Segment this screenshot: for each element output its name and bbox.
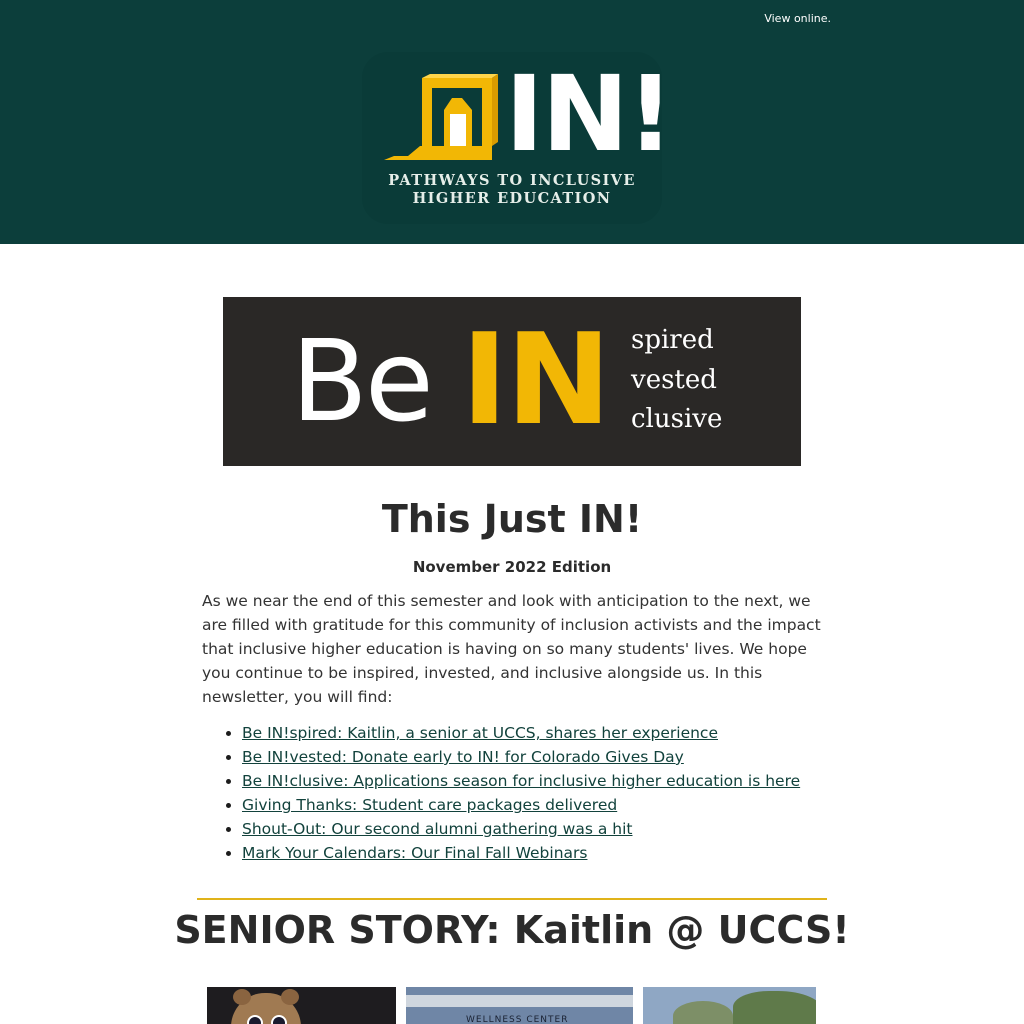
photo-mascot[interactable] — [207, 987, 396, 1024]
building-sign: WELLNESS CENTER — [466, 1015, 569, 1024]
section-divider — [197, 898, 827, 900]
banner-be-text: Be — [291, 317, 431, 447]
photo-wellness-center[interactable] — [406, 987, 633, 1024]
photo-campus[interactable] — [643, 987, 816, 1024]
link-be-inspired[interactable]: Be IN!spired: Kaitlin, a senior at UCCS, shares her experience — [242, 724, 718, 742]
banner-in-text: IN — [461, 306, 610, 453]
list-item — [242, 769, 864, 793]
list-item — [242, 841, 864, 865]
list-item — [242, 745, 864, 769]
banner-word-spired: spired — [631, 325, 714, 355]
newsletter-title: This Just IN! — [381, 497, 643, 541]
bear-mascot-icon — [231, 993, 301, 1024]
contents-list — [202, 721, 864, 865]
link-shout-out[interactable]: Shout-Out: Our second alumni gathering was a hit — [242, 820, 633, 838]
edition-label: November 2022 Edition — [412, 558, 612, 576]
view-online-link[interactable]: View online. — [764, 12, 831, 25]
be-in-banner — [223, 297, 801, 466]
tree-icon — [673, 1001, 733, 1024]
logo-tagline-line1: PATHWAYS TO INCLUSIVE — [388, 172, 636, 189]
logo-tagline — [362, 172, 662, 208]
link-be-inclusive[interactable]: Be IN!clusive: Applications season for inclusive higher education is here — [242, 772, 801, 790]
building-roof — [406, 995, 633, 1007]
logo-tagline-line2: HIGHER EDUCATION — [412, 190, 612, 207]
pillar-logo-icon — [380, 70, 506, 170]
header-bar — [0, 0, 1024, 244]
logo-wordmark: IN! — [505, 53, 673, 175]
banner-words — [631, 321, 722, 440]
link-be-invested[interactable]: Be IN!vested: Donate early to IN! for Colorado Gives Day — [242, 748, 684, 766]
banner-word-clusive: clusive — [631, 404, 723, 434]
link-calendars[interactable]: Mark Your Calendars: Our Final Fall Webinars — [242, 844, 588, 862]
list-item — [242, 817, 864, 841]
list-item — [242, 793, 864, 817]
list-item — [242, 721, 864, 745]
banner-word-vested: vested — [631, 364, 717, 395]
tree-icon — [733, 991, 816, 1024]
senior-story-title: SENIOR STORY: Kaitlin @ UCCS! — [174, 908, 850, 952]
intro-paragraph: As we near the end of this semester and look with anticipation to the next, we are filled with gratitude for this community of inclusion activists and the impact that inclusive higher education is having on so many students' lives. We hope you continue to be inspired, invested, and inclusive alongside us. In this newsletter, you will find: — [202, 592, 821, 706]
link-giving-thanks[interactable]: Giving Thanks: Student care packages delivered — [242, 796, 618, 814]
